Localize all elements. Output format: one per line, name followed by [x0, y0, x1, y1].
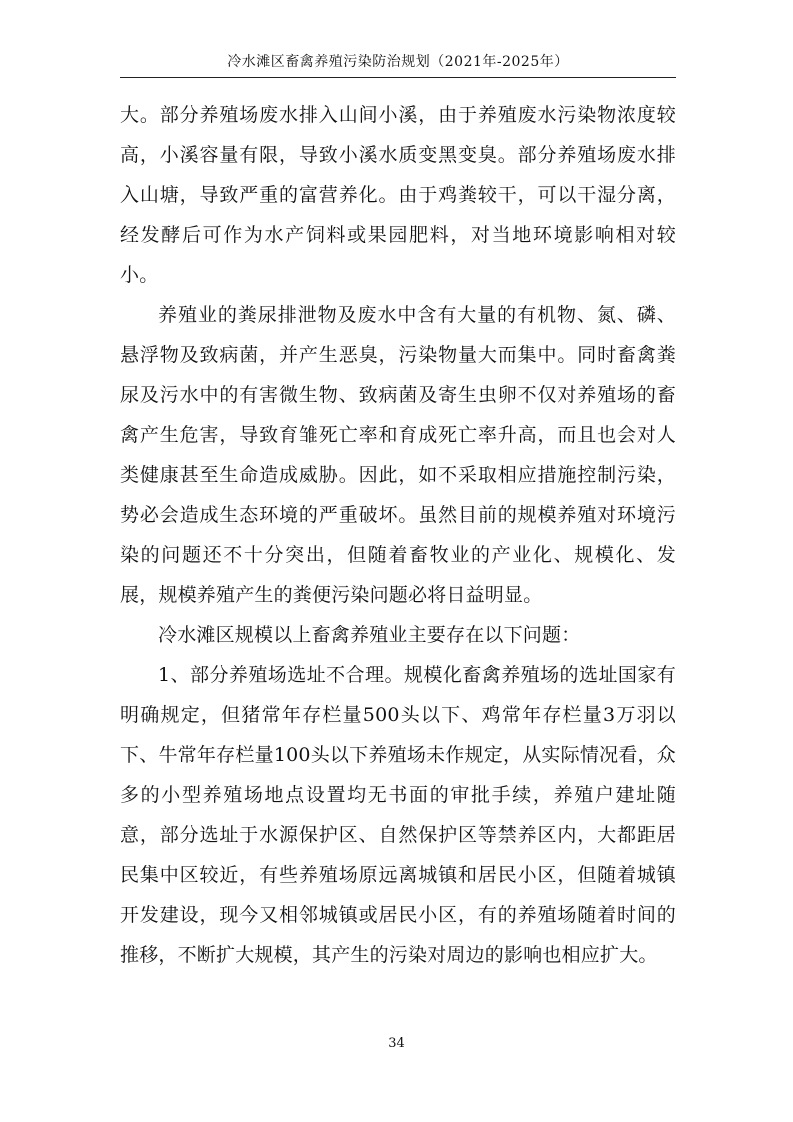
paragraph-continued: 大。部分养殖场废水排入山间小溪，由于养殖废水污染物浓度较高，小溪容量有限，导致小溪水质变黑变臭。部分养殖场废水排入山塘，导致严重的富营养化。由于鸡粪较干，可以干湿分离，经发酵后可作为水产饲料或果园肥料，对当地环境影响相对较小。: [120, 104, 676, 286]
running-header: 冷水滩区畜禽养殖污染防治规划（2021年-2025年）: [227, 54, 569, 70]
paragraph-problem-1: 1、部分养殖场选址不合理。规模化畜禽养殖场的选址国家有明确规定，但猪常年存栏量500头以下、鸡常年存栏量3万羽以下、牛常年存栏量100头以下养殖场未作规定，从实际情况看，众多的小型养殖场地点设置均无书面的审批手续，养殖户建址随意，部分选址于水源保护区、自然保护区等禁养区内，大都距居民集中区较近，有些养殖场原远离城镇和居民小区，但随着城镇开发建设，现今又相邻城镇或居民小区，有的养殖场随着时间的推移，不断扩大规模，其产生的污染对周边的影响也相应扩大。: [120, 664, 676, 966]
body-text: [120, 95, 676, 975]
header-rule: [120, 77, 676, 78]
page-number: 34: [388, 1036, 405, 1051]
paragraph-pollution-impact: 养殖业的粪尿排泄物及废水中含有大量的有机物、氮、磷、悬浮物及致病菌，并产生恶臭，污染物量大而集中。同时畜禽粪尿及污水中的有害微生物、致病菌及寄生虫卵不仅对养殖场的畜禽产生危害，导致育雏死亡率和育成死亡率升高，而且也会对人类健康甚至生命造成威胁。因此，如不采取相应措施控制污染，势必会造成生态环境的严重破坏。虽然目前的规模养殖对环境污染的问题还不十分突出，但随着畜牧业的产业化、规模化、发展，规模养殖产生的粪便污染问题必将日益明显。: [120, 304, 676, 606]
paragraph-problems-intro: 冷水滩区规模以上畜禽养殖业主要存在以下问题：: [158, 624, 581, 646]
